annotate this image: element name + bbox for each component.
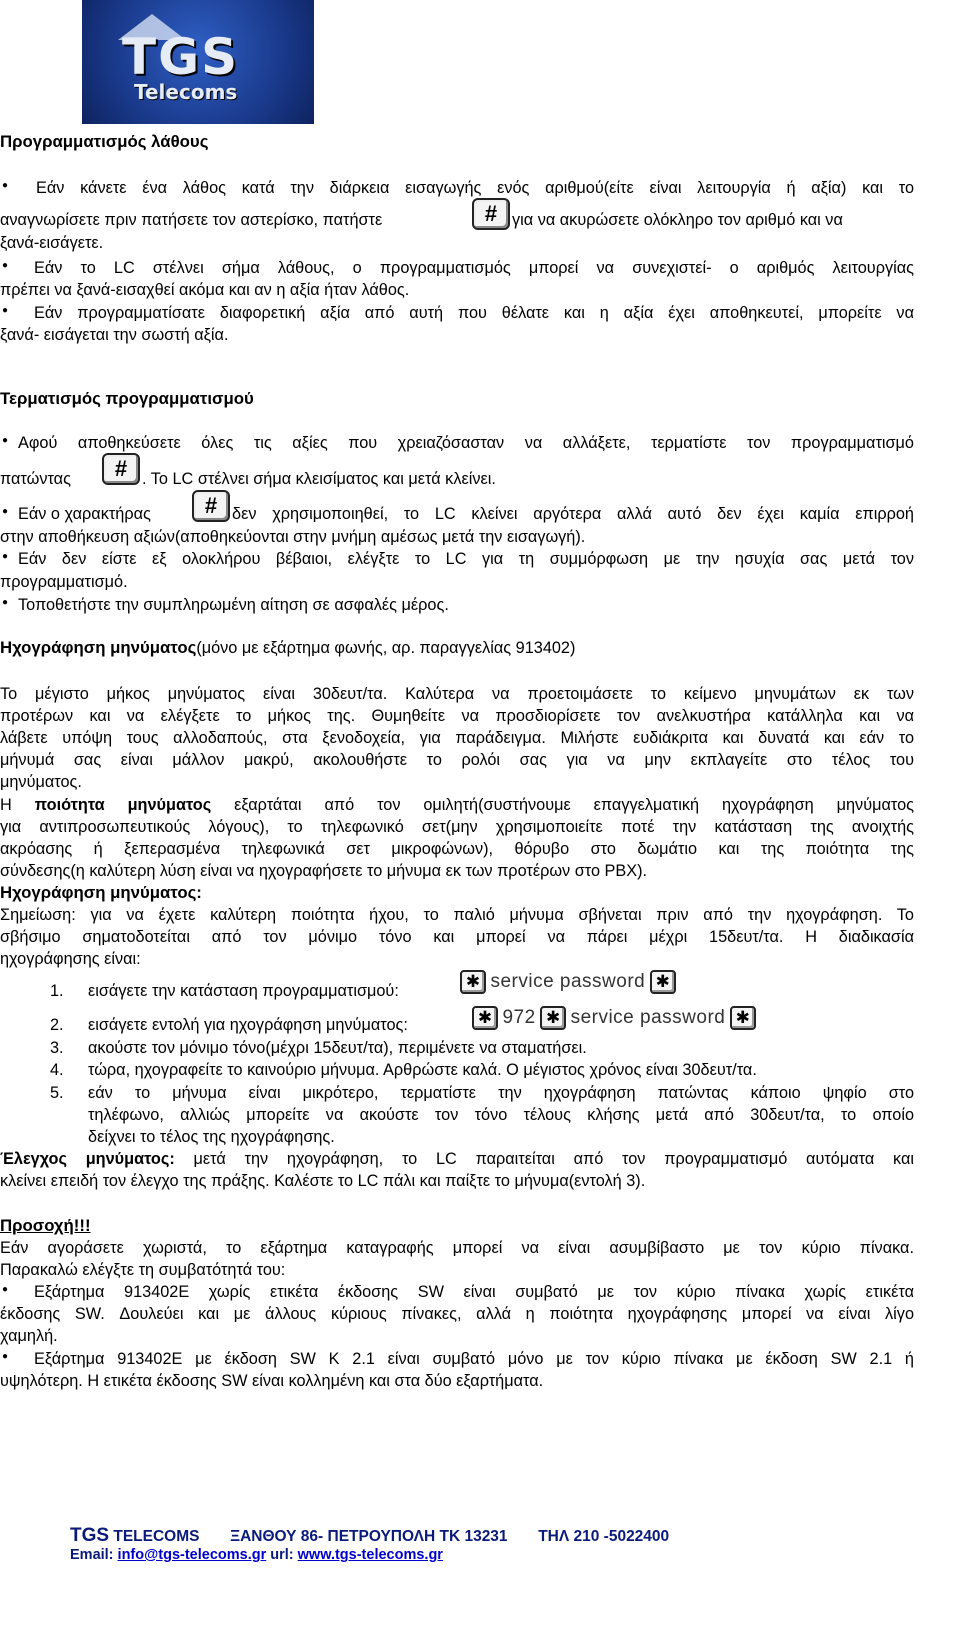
step-5: 5. εάν το μήνυμα είναι μικρότερο, τερματίστε την ηχογράφηση πατώντας κάποιο ψηφίο στο <box>50 1084 914 1102</box>
step1-code-display <box>460 970 676 994</box>
bullet-icon: ● <box>2 551 9 562</box>
footer-url-label: url: <box>266 1547 298 1563</box>
footer-line1 <box>70 1525 669 1547</box>
error-p2-line1: Εάν το LC στέλνει σήμα λάθους, ο προγραμματισμός μπορεί να συνεχιστεί- ο αριθμός λειτουργίας <box>34 259 914 277</box>
step-3: 3. ακούστε τον μόνιμο τόνο(μέχρι 15δευτ/τα), περιμένετε να σταματήσει. <box>50 1039 587 1057</box>
record-p1-line2: προτέρων και να ελέγξετε το μήκος της. Θυμηθείτε να προσδιορίσετε τον ανελκυστήρα κατάλληλα και να <box>0 707 914 725</box>
hash-key-icon: # <box>192 490 230 522</box>
step-5-line2: τηλέφωνο, αλλιώς μπορείτε να ακούστε τον τόνο τέλους κλήσης μετά από 30δευτ/τα, το οποίο <box>88 1106 914 1124</box>
heading-recording: Ηχογράφηση μηνύματος: <box>0 883 202 902</box>
step-4: 4. τώρα, ηχογραφείτε το καινούριο μήνυμα. Αρθρώστε καλά. Ο μέγιστος χρόνος είναι 30δευτ/τα. <box>50 1061 757 1079</box>
heading-record-message: Ηχογράφηση μηνύματος(μόνο με εξάρτημα φωνής, αρ. παραγγελίας 913402) <box>0 638 576 657</box>
record-p2-line3: ακρόασης ή ξεπερασμένα τηλεφωνικά σετ μικροφώνων), θόρυβο στο δωμάτιο και της ποιότητα της <box>0 840 914 858</box>
error-p1-line2: αναγνωρίσετε πριν πατήσετε τον αστερίσκο, πατήστε <box>0 211 383 229</box>
warning-b1-line2: έκδοσης SW. Δουλεύει και με άλλους κύριους πίνακες, αλλά η ποιότητα ηχογράφησης μπορεί να είναι λίγο <box>0 1305 914 1323</box>
end-p3-line2: προγραμματισμό. <box>0 573 128 591</box>
error-p3-line2: ξανά- εισάγεται την σωστή αξία. <box>0 326 229 344</box>
bullet-icon: ● <box>2 305 9 316</box>
record-p1-line4: μήνυμά σας είναι μάλλον μακρύ, ακολουθήστε το ρολόι σας για να μην εκπλαγείτε στο τέλος του <box>0 751 914 769</box>
record-p2-line2: για αντιπροσωπευτικούς λόγους), το τηλεφωνικό σετ(μην χρησιμοποιείτε ποτέ την κατάσταση της ανοιχτής <box>0 818 914 836</box>
footer-brand: TGS <box>70 1525 110 1546</box>
bullet-icon: ● <box>2 597 9 608</box>
record-p1-line3: λάβετε υπόψη τους αλλοδαπούς, στα ξενοδοχεία, για παράδειγμα. Μιλήστε ευδιάκριτα και δυνατά και εάν το <box>0 729 914 747</box>
heading-error-programming: Προγραμματισμός λάθους <box>0 132 209 151</box>
bullet-icon: ● <box>2 1284 9 1295</box>
step-1: 1. εισάγετε την κατάσταση προγραμματισμού: <box>50 982 399 1000</box>
heading-end-programming: Τερματισμός προγραμματισμού <box>0 389 254 408</box>
record-p1-line1: Το μέγιστο μήκος μηνύματος είναι 30δευτ/τα. Καλύτερα να προετοιμάσετε το κείμενο μηνυμάτων εκ των <box>0 685 914 703</box>
star-key-icon: ✱ <box>730 1006 756 1030</box>
end-p1-line2b: . Το LC στέλνει σήμα κλεισίματος και μετά κλείνει. <box>142 470 496 488</box>
check-message-line2: κλείνει επειδή τον έλεγχο της πράξης. Καλέστε το LC πάλι και παίξτε το μήνυμα(εντολή 3). <box>0 1172 646 1190</box>
error-p1-line2b: για να ακυρώσετε ολόκληρο τον αριθμό και να <box>512 211 843 229</box>
step-2: 2. εισάγετε εντολή για ηχογράφηση μηνύματος: <box>50 1016 408 1034</box>
record-p2-line4: σύνδεσης(η καλύτερη λύση είναι να ηχογραφήσετε το μήνυμα εκ των προτέρων στο PBX). <box>0 862 648 880</box>
star-key-icon: ✱ <box>460 970 486 994</box>
end-p2-line1b: δεν χρησιμοποιηθεί, το LC κλείνει αργότερα αλλά αυτό δεν έχει καμία επιρροή <box>232 505 914 523</box>
step2-code-display <box>472 1006 756 1030</box>
error-p3-line1: Εάν προγραμματίσατε διαφορετική αξία από αυτή που θέλατε και η αξία έχει αποθηκευτεί, μπορείτε να <box>34 304 914 322</box>
bullet-icon: ● <box>2 180 9 191</box>
footer-brand-rest: TELECOMS <box>109 1528 200 1545</box>
footer-url-link[interactable]: www.tgs-telecoms.gr <box>297 1547 443 1563</box>
record-p3-line3: ηχογράφησης είναι: <box>0 950 141 968</box>
footer-email-link[interactable]: info@tgs-telecoms.gr <box>117 1547 267 1563</box>
warning-line2: Παρακαλώ ελέγξτε τη συμβατότητά του: <box>0 1261 286 1279</box>
step-5-line3: δείχνει το τέλος της ηχογράφησης. <box>88 1128 335 1146</box>
end-p1-line2a: πατώντας <box>0 470 71 488</box>
end-p2-line1a: Εάν ο χαρακτήρας <box>18 505 151 523</box>
record-p3-line2: σβήσιμο σηματοδοτείται από τον μόνιμο τόνο και μπορεί να πάρει μέχρι 15δευτ/τα. Η διαδικασία <box>0 928 914 946</box>
record-p1-line5: μηνύματος. <box>0 773 82 791</box>
end-p4: Τοποθετήστε την συμπληρωμένη αίτηση σε ασφαλές μέρος. <box>18 596 449 614</box>
footer-email-label: Email: <box>70 1547 118 1563</box>
warning-b1-line1: Εξάρτημα 913402E χωρίς ετικέτα έκδοσης SW είναι συμβατό με τον κύριο πίνακα χωρίς ετικέτα <box>34 1283 914 1301</box>
end-p3-line1: Εάν δεν είστε εξ ολοκλήρου βέβαιοι, ελέγξτε το LC για τη συμμόρφωση με την ησυχία σας μετά τον <box>18 550 914 568</box>
company-logo <box>82 0 314 124</box>
error-p2-line2: πρέπει να ξανά-εισαχθεί ακόμα και αν η αξία ήταν λάθος. <box>0 281 410 299</box>
hash-key-icon: # <box>102 453 140 485</box>
warning-line1: Εάν αγοράσετε χωριστά, το εξάρτημα καταγραφής μπορεί να είναι ασυμβίβαστο με τον κύριο πίνακα. <box>0 1239 914 1257</box>
warning-b2-line1: Εξάρτημα 913402E με έκδοση SW K 2.1 είναι συμβατό μόνο με τον κύριο πίνακα με έκδοση SW 2.1 ή <box>34 1350 914 1368</box>
step2-code-b: service password <box>570 1007 726 1028</box>
check-message-line1: Έλεγχος μηνύματος: μετά την ηχογράφηση, το LC παραιτείται από τον προγραμματισμό αυτόματα και <box>0 1150 914 1168</box>
heading-warning: Προσοχή!!! <box>0 1216 91 1235</box>
error-p1-line1: Εάν κάνετε ένα λάθος κατά την διάρκεια εισαγωγής ενός αριθμού(είτε είναι λειτουργία ή αξία) και το <box>36 179 914 197</box>
end-p1-line1: Αφού αποθηκεύσετε όλες τις αξίες που χρειαζόσασταν να αλλάξετε, τερματίστε τον προγραμματισμό <box>18 434 914 452</box>
step1-code-text: service password <box>490 971 646 992</box>
record-p3-line1: Σημείωση: για να έχετε καλύτερη ποιότητα ήχου, το παλιό μήνυμα σβήνεται πριν από την ηχογράφηση. Το <box>0 906 914 924</box>
logo-sub: Telecoms <box>134 80 238 104</box>
footer-line2 <box>70 1547 443 1563</box>
logo-brand: TGS <box>122 28 240 86</box>
hash-key-icon: # <box>472 198 510 230</box>
footer-phone: ΤΗΛ 210 -5022400 <box>538 1528 670 1545</box>
star-key-icon: ✱ <box>650 970 676 994</box>
end-p2-line2: στην αποθήκευση αξιών(αποθηκεύονται στην μνήμη αμέσως μετά την εισαγωγή). <box>0 528 586 546</box>
step2-code-a: 972 <box>502 1007 536 1028</box>
record-p2-line1: Η ποιότητα μηνύματος εξαρτάται από τον ομιλητή(συστήνουμε επαγγελματική ηχογράφηση μηνύματος <box>0 796 915 814</box>
warning-b2-line2: υψηλότερη. Η ετικέτα έκδοσης SW είναι κολλημένη και στα δύο εξαρτήματα. <box>0 1372 544 1390</box>
error-p1-line3: ξανά-εισάγετε. <box>0 234 104 252</box>
bullet-icon: ● <box>2 260 9 271</box>
bullet-icon: ● <box>2 1351 9 1362</box>
star-key-icon: ✱ <box>540 1006 566 1030</box>
warning-b1-line3: χαμηλή. <box>0 1327 58 1345</box>
bullet-icon: ● <box>2 506 9 517</box>
bullet-icon: ● <box>2 435 9 446</box>
footer-address: ΞΑΝΘΟΥ 86- ΠΕΤΡΟΥΠΟΛΗ ΤΚ 13231 <box>230 1528 508 1545</box>
star-key-icon: ✱ <box>472 1006 498 1030</box>
